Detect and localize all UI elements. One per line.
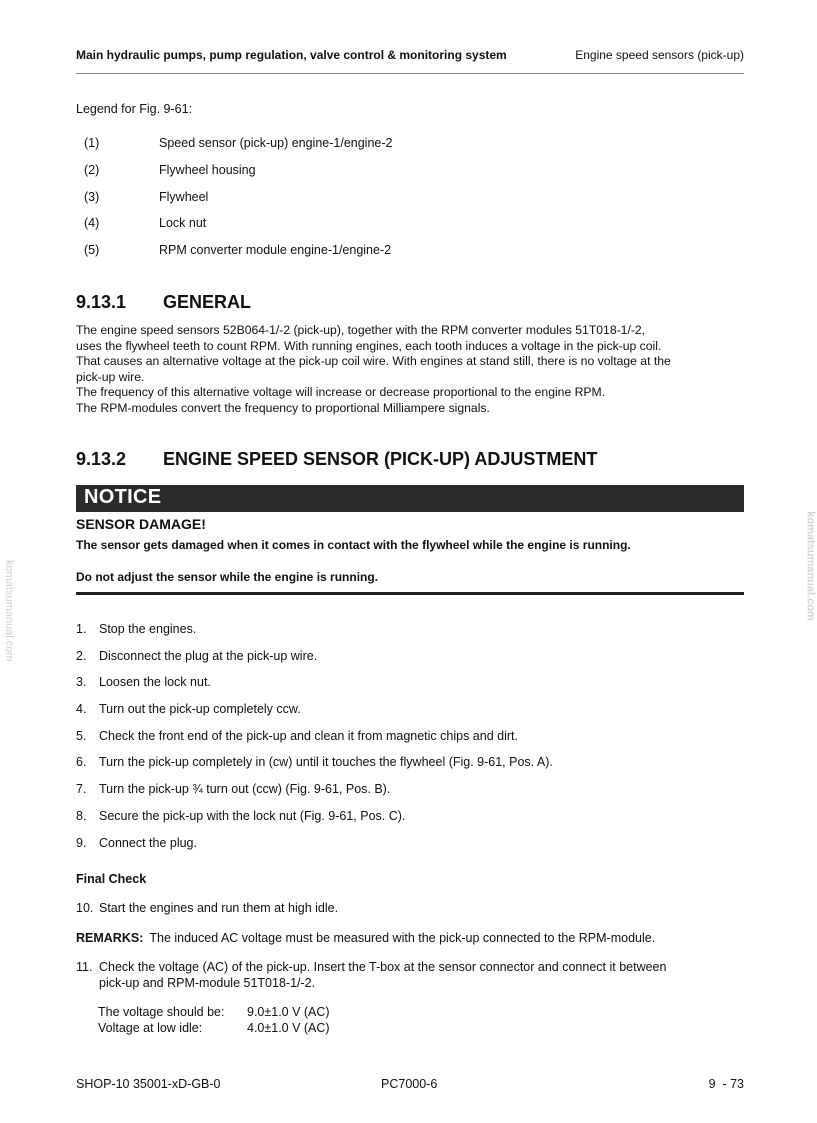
footer-page-number: 9 - 73 xyxy=(708,1077,744,1091)
procedure-step xyxy=(76,782,744,809)
paragraph-line: The RPM-modules convert the frequency to proportional Milliampere signals. xyxy=(76,400,490,415)
procedure-step xyxy=(76,836,744,863)
step-text: Start the engines and run them at high idle. xyxy=(99,901,339,915)
remarks-label: REMARKS: xyxy=(76,931,144,945)
procedure-steps xyxy=(76,622,744,862)
legend-number: (4) xyxy=(84,216,100,231)
step-number: 11. xyxy=(76,960,93,974)
legend-title: Legend for Fig. 9-61: xyxy=(76,102,193,116)
notice-heading: SENSOR DAMAGE! xyxy=(76,516,206,532)
legend-text: Flywheel housing xyxy=(159,162,256,177)
section-number: 9.13.1 xyxy=(76,292,127,312)
section-title: ENGINE SPEED SENSOR (PICK-UP) ADJUSTMENT xyxy=(163,449,598,469)
voltage-spec-row xyxy=(98,1021,330,1035)
step-number: 4. xyxy=(76,702,87,717)
procedure-step-10 xyxy=(76,901,339,915)
step-number: 6. xyxy=(76,755,87,770)
step-text: Turn the pick-up completely in (cw) until it touches the flywheel (Fig. 9-61, Pos. A). xyxy=(99,755,553,770)
step-text xyxy=(99,960,666,991)
voltage-label: Voltage at low idle: xyxy=(98,1021,203,1035)
notice-divider xyxy=(76,592,744,595)
remarks-text: The induced AC voltage must be measured with the pick-up connected to the RPM-module. xyxy=(149,931,656,945)
procedure-step xyxy=(76,649,744,676)
step-text: Turn the pick-up ¾ turn out (ccw) (Fig. 9-61, Pos. B). xyxy=(99,782,391,797)
legend-item xyxy=(84,243,704,270)
paragraph-line: uses the flywheel teeth to count RPM. With running engines, each tooth induces a voltage in the pick-up coil. xyxy=(76,338,662,353)
final-check-heading: Final Check xyxy=(76,872,147,886)
step-text: Disconnect the plug at the pick-up wire. xyxy=(99,648,318,663)
procedure-step xyxy=(76,675,744,702)
legend-text: Speed sensor (pick-up) engine-1/engine-2 xyxy=(159,136,393,150)
procedure-step xyxy=(76,729,744,756)
step-number: 2. xyxy=(76,648,87,663)
legend-number: (1) xyxy=(84,136,100,150)
legend-item xyxy=(84,163,704,190)
step-number: 7. xyxy=(76,782,87,797)
legend-item xyxy=(84,136,704,163)
voltage-value: 9.0±1.0 V (AC) xyxy=(247,1005,330,1019)
step-text: Secure the pick-up with the lock nut (Fig. 9-61, Pos. C). xyxy=(99,808,406,823)
procedure-step xyxy=(76,622,744,649)
footer-document-code: SHOP-10 35001-xD-GB-0 xyxy=(76,1077,221,1091)
legend-item xyxy=(84,190,704,217)
step-number: 8. xyxy=(76,808,87,823)
legend-text: RPM converter module engine-1/engine-2 xyxy=(159,243,392,258)
legend-item xyxy=(84,216,704,243)
procedure-step xyxy=(76,809,744,836)
paragraph-line: That causes an alternative voltage at the pick-up coil wire. With engines at stand still, there is no voltage at the xyxy=(76,354,671,368)
procedure-step xyxy=(76,702,744,729)
step-number: 1. xyxy=(76,622,87,636)
section-number: 9.13.2 xyxy=(76,449,127,469)
watermark-right: komatsumanual.com xyxy=(804,511,817,621)
notice-instruction: Do not adjust the sensor while the engine is running. xyxy=(76,570,379,584)
paragraph-line: The engine speed sensors 52B064-1/-2 (pick-up), together with the RPM converter modules 51T018-1/-2, xyxy=(76,323,646,337)
step-number: 3. xyxy=(76,675,87,690)
notice-banner xyxy=(76,485,744,512)
notice-text: The sensor gets damaged when it comes in contact with the flywheel while the engine is running. xyxy=(76,538,631,552)
step-number: 10. xyxy=(76,901,94,915)
section-heading-adjustment xyxy=(76,449,597,470)
remarks-note xyxy=(76,931,655,945)
paragraph-line: pick-up wire. xyxy=(76,369,145,384)
step-text-line: pick-up and RPM-module 51T018-1/-2. xyxy=(99,975,316,990)
running-header-section: Engine speed sensors (pick-up) xyxy=(575,48,744,62)
voltage-value: 4.0±1.0 V (AC) xyxy=(247,1021,330,1035)
step-number: 9. xyxy=(76,835,87,850)
section-heading-general xyxy=(76,292,251,313)
voltage-spec-row xyxy=(98,1005,330,1019)
step-text: Loosen the lock nut. xyxy=(99,675,211,690)
notice-label: NOTICE xyxy=(84,486,162,508)
step-text: Stop the engines. xyxy=(99,622,197,636)
footer-model: PC7000-6 xyxy=(381,1077,438,1091)
step-number: 5. xyxy=(76,728,87,743)
legend-list xyxy=(84,136,704,270)
step-text: Turn out the pick-up completely ccw. xyxy=(99,702,301,717)
watermark-left: komatsumanual.com xyxy=(3,560,15,662)
section-title: GENERAL xyxy=(163,292,252,312)
procedure-step xyxy=(76,755,744,782)
header-divider xyxy=(76,73,744,74)
legend-number: (2) xyxy=(84,162,100,177)
legend-text: Flywheel xyxy=(159,189,209,204)
running-header-title: Main hydraulic pumps, pump regulation, valve control & monitoring system xyxy=(76,48,507,62)
legend-text: Lock nut xyxy=(159,216,207,231)
step-text-line: Check the voltage (AC) of the pick-up. Insert the T-box at the sensor connector and connect it between xyxy=(99,960,667,974)
legend-number: (5) xyxy=(84,243,100,258)
step-text: Check the front end of the pick-up and clean it from magnetic chips and dirt. xyxy=(99,728,518,743)
voltage-label: The voltage should be: xyxy=(98,1005,225,1019)
general-paragraph xyxy=(76,323,744,416)
paragraph-line: The frequency of this alternative voltage will increase or decrease proportional to the engine RPM. xyxy=(76,385,606,399)
legend-number: (3) xyxy=(84,189,100,204)
step-text: Connect the plug. xyxy=(99,835,197,850)
